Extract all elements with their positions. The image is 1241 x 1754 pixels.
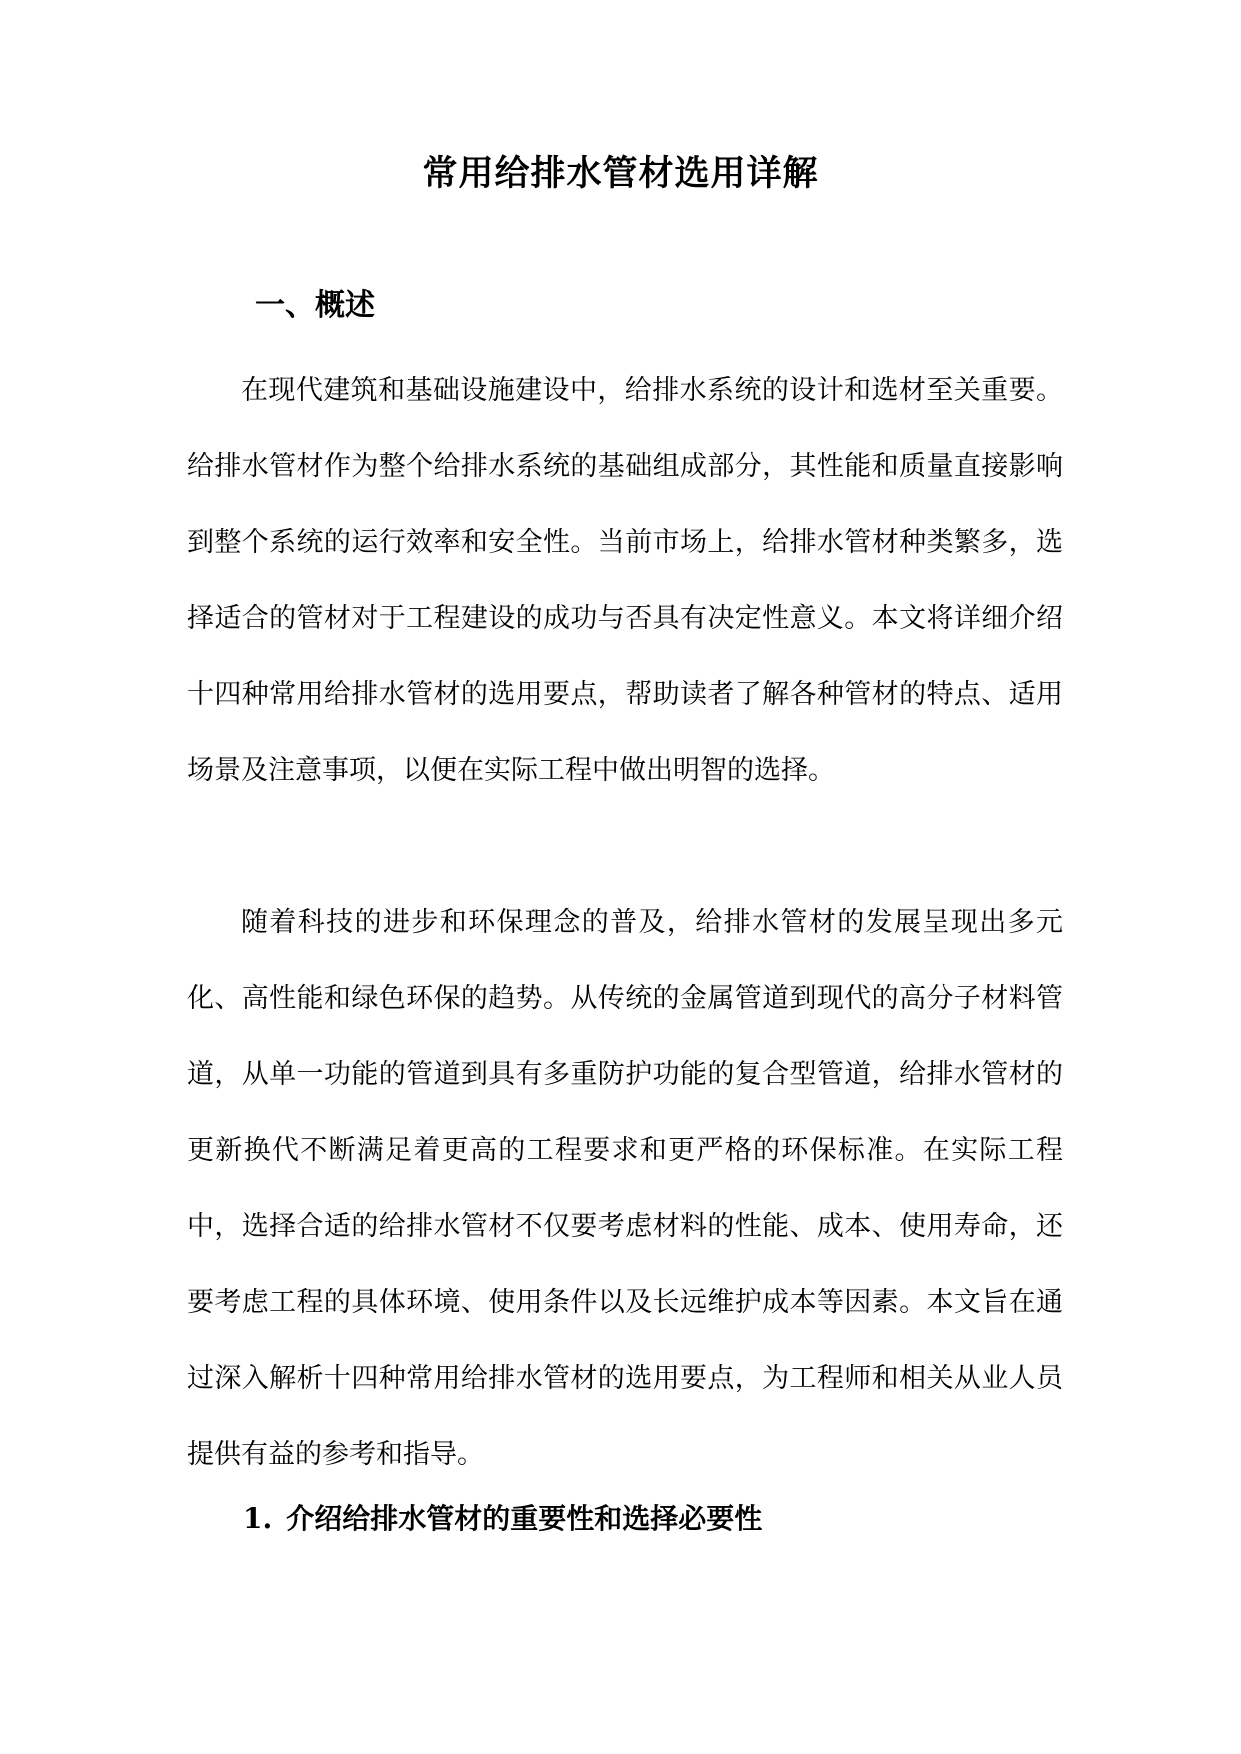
section-heading-overview: 一、概述 [255,288,375,323]
body-paragraph: 在现代建筑和基础设施建设中，给排水系统的设计和选材至关重要。给排水管材作为整个给排水系统的基础组成部分，其性能和质量直接影响到整个系统的运行效率和安全性。当前市场上，给排水管材种类繁多，选择适合的管材对于工程建设的成功与否具有决定性意义。本文将详细介绍十四种常用给排水管材的选用要点，帮助读者了解各种管材的特点、适用场景及注意事项，以便在实际工程中做出明智的选择。 [187,375,1063,786]
paragraph-block-1 [187,353,1063,809]
document-title: 常用给排水管材选用详解 [422,153,819,194]
subsection-heading [243,1495,762,1543]
body-paragraph: 随着科技的进步和环保理念的普及，给排水管材的发展呈现出多元化、高性能和绿色环保的趋势。从传统的金属管道到现代的高分子材料管道，从单一功能的管道到具有多重防护功能的复合型管道，给排水管材的更新换代不断满足着更高的工程要求和更严格的环保标准。在实际工程中，选择合适的给排水管材不仅要考虑材料的性能、成本、使用寿命，还要考虑工程的具体环境、使用条件以及长远维护成本等因素。本文旨在通过深入解析十四种常用给排水管材的选用要点，为工程师和相关从业人员提供有益的参考和指导。 [187,907,1063,1470]
paragraph-block-2 [187,885,1063,1493]
subsection-title: 介绍给排水管材的重要性和选择必要性 [286,1502,763,1535]
subsection-number: 1. [243,1502,273,1535]
